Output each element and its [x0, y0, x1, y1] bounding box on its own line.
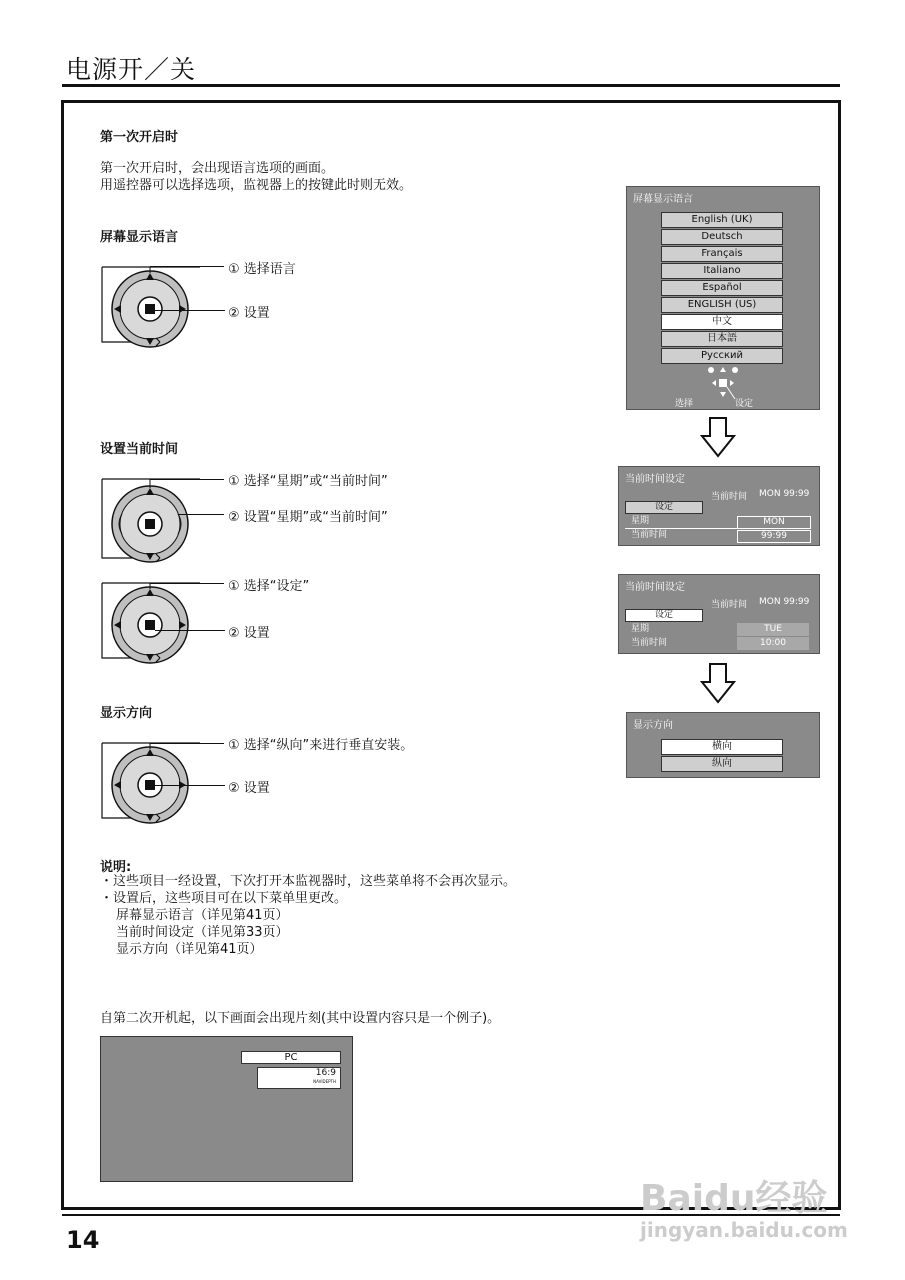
current-time-label: 当前时间 [631, 638, 668, 648]
aspect-label: 16:9 [315, 1068, 336, 1078]
second-power-on-text: 自第二次开机起，以下画面会出现片刻(其中设置内容只是一个例子)。 [100, 1011, 501, 1026]
weekday-value: MON [763, 517, 785, 527]
time-panel-title: 当前时间设定 [625, 474, 685, 485]
baidu-watermark: Baidu经验 [640, 1178, 828, 1219]
callout-select-weekday-time: ① 选择“星期”或“当前时间” [228, 474, 388, 489]
first-power-on-line2: 用遥控器可以选择选项，监视器上的按键此时则无效。 [100, 178, 413, 193]
callout-set-weekday-time: ② 设置“星期”或“当前时间” [228, 510, 388, 525]
remote-dpad-icon [100, 738, 200, 826]
orientation-panel-title: 显示方向 [633, 720, 673, 731]
callout-select-portrait: ① 选择“纵向”来进行垂直安装。 [228, 738, 414, 753]
first-power-on-heading: 第一次开启时 [100, 130, 179, 145]
time-setting-panel-2 [618, 574, 820, 654]
osd-language-panel-title: 屏幕显示语言 [633, 194, 693, 205]
nav-select-label: 选择 [675, 399, 694, 409]
time-set-button[interactable]: 设定 [625, 501, 703, 514]
notes-bullet-1: ・这些项目一经设置，下次打开本监视器时，这些菜单将不会再次显示。 [100, 874, 517, 889]
orientation-panel [626, 712, 820, 778]
callout-leader-line [155, 630, 225, 631]
time-set-button[interactable]: 设定 [625, 609, 703, 622]
time-status-label: 当前时间 [711, 492, 748, 502]
first-power-on-line1: 第一次开启时，会出现语言选项的画面。 [100, 161, 335, 176]
language-option-espanol[interactable]: Español [661, 280, 783, 296]
nav-set-label: 设定 [735, 399, 754, 409]
notes-sub-1: 屏幕显示语言（详见第41页） [116, 908, 289, 923]
notes-sub-2: 当前时间设定（详见第33页） [116, 925, 289, 940]
callout-leader-line [150, 266, 224, 267]
current-time-label: 当前时间 [631, 530, 668, 540]
input-label-box: PC [241, 1051, 341, 1064]
down-arrow-icon [700, 662, 736, 704]
orientation-heading: 显示方向 [100, 706, 153, 721]
time-status-value: MON 99:99 [759, 489, 810, 499]
callout-select-language: ① 选择语言 [228, 262, 296, 277]
weekday-label: 星期 [631, 624, 650, 634]
baidu-watermark-url: jingyan.baidu.com [640, 1218, 848, 1242]
page-title: 电源开／关 [66, 55, 197, 84]
aspect-sub-label: NAVIDEPTH [313, 1079, 336, 1084]
callout-set: ② 设置 [228, 626, 270, 641]
callout-set: ② 设置 [228, 781, 270, 796]
osd-language-heading: 屏幕显示语言 [100, 230, 179, 245]
language-option-francais[interactable]: Français [661, 246, 783, 262]
current-time-selector[interactable] [737, 530, 811, 543]
language-option-italiano[interactable]: Italiano [661, 263, 783, 279]
callout-leader-line [150, 743, 224, 744]
language-option-english-uk[interactable]: English (UK) [661, 212, 783, 228]
callout-leader-line [155, 785, 225, 786]
time-setting-panel-1 [618, 466, 820, 546]
startup-screen-preview [100, 1036, 353, 1182]
orientation-option-portrait[interactable]: 纵向 [661, 756, 783, 772]
orientation-option-landscape[interactable]: 横向 [661, 739, 783, 755]
callout-leader-line [150, 479, 224, 480]
callout-leader-line [178, 514, 224, 515]
callout-leader-line [150, 583, 224, 584]
weekday-selector[interactable] [737, 516, 811, 529]
remote-dpad-icon [100, 474, 200, 566]
down-arrow-icon [700, 416, 736, 458]
remote-dpad-icon [100, 578, 200, 666]
language-option-chinese[interactable]: 中文 [661, 314, 783, 330]
notes-sub-3: 显示方向（详见第41页） [116, 942, 263, 957]
language-option-japanese[interactable]: 日本語 [661, 331, 783, 347]
callout-set: ② 设置 [228, 306, 270, 321]
page-number: 14 [66, 1226, 100, 1254]
title-rule [62, 84, 840, 87]
aspect-label-box [257, 1067, 341, 1089]
language-option-english-us[interactable]: ENGLISH (US) [661, 297, 783, 313]
weekday-value: TUE [737, 623, 809, 636]
current-time-value: 10:00 [737, 637, 809, 650]
notes-heading: 说明: [100, 860, 132, 875]
current-time-value: 99:99 [761, 531, 787, 541]
remote-dpad-icon [100, 262, 200, 350]
osd-language-panel [626, 186, 820, 410]
time-status-label: 当前时间 [711, 600, 748, 610]
language-option-russian[interactable]: Русский [661, 348, 783, 364]
set-time-heading: 设置当前时间 [100, 442, 179, 457]
language-option-deutsch[interactable]: Deutsch [661, 229, 783, 245]
notes-bullet-2: ・设置后，这些项目可在以下菜单里更改。 [100, 891, 348, 906]
time-panel-title: 当前时间设定 [625, 582, 685, 593]
time-status-value: MON 99:99 [759, 597, 810, 607]
weekday-label: 星期 [631, 516, 650, 526]
callout-select-set: ① 选择“设定” [228, 579, 310, 594]
callout-leader-line [155, 310, 225, 311]
